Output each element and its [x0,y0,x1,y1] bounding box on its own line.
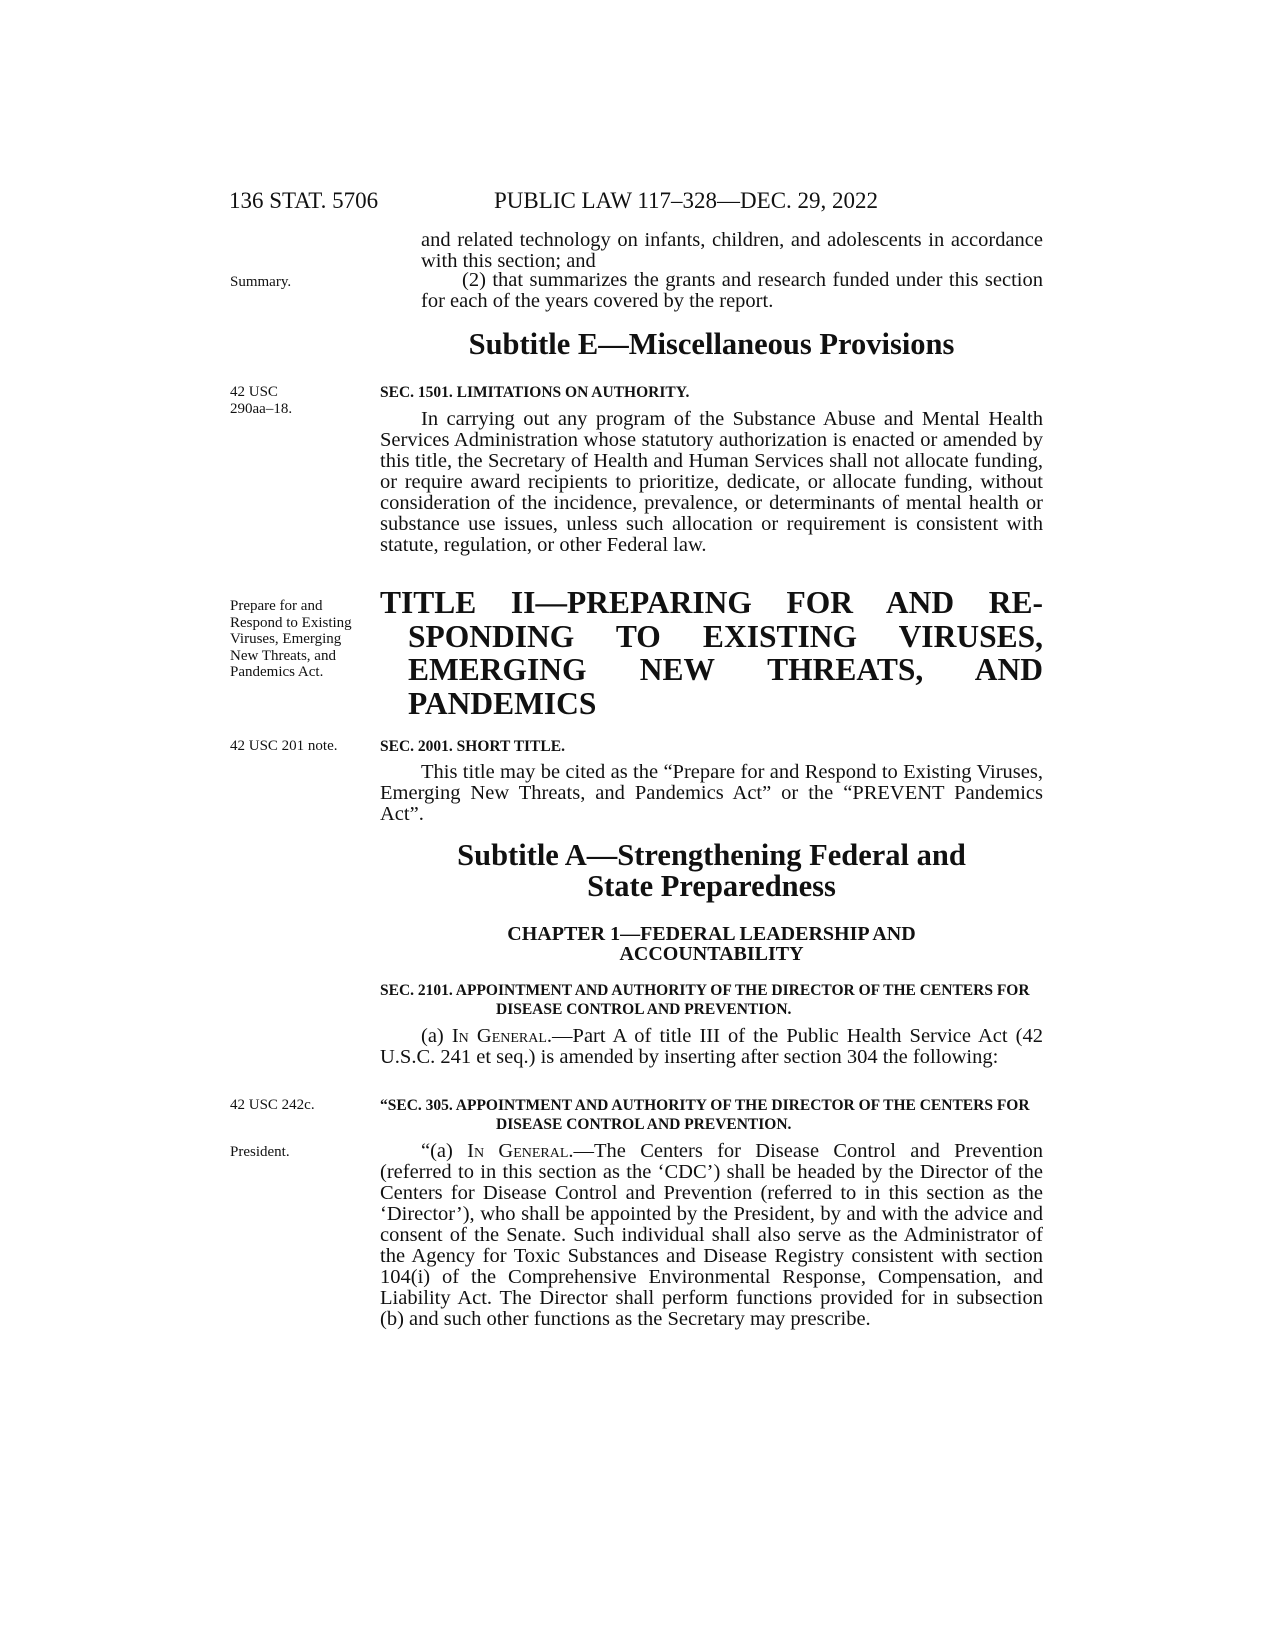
margin-note-president: President. [230,1144,290,1160]
margin-note-summary: Summary. [230,274,292,290]
sec-305-subsection-a [380,1141,1043,1361]
sec-2001-heading: SEC. 2001. SHORT TITLE. [380,738,565,755]
stat-page-reference: 136 STAT. 5706 [229,188,379,213]
sec-305-a-text: .—The Centers for Disease Control and Prevention (referred to in this section as the ‘CDC’) shall be headed by the Director of the Centers for Disease Control and Prevention (referred to in this section as the ‘Director’), who shall be appointed by the President, by and with the advice and consent of the Senate. Such individual shall also serve as the Administrator of the Agency for Toxic Substances and Disease Registry consistent with section 104(i) of the Comprehensive Environmental Response, Compensation, and Liability Act. The Director shall perform functions provided for in subsection (b) and such other functions as the Secretary may prescribe. [380,1140,1043,1330]
sec-2101-a-text: .—Part A of title III of the Public Health Service Act (42 U.S.C. 241 et seq.) is amended by inserting after section 304 the following: [380,1025,1043,1068]
margin-note-usc-201-note: 42 USC 201 note. [230,738,338,754]
chapter-1-line-1: CHAPTER 1—FEDERAL LEADERSHIP AND [507,923,916,945]
title-ii-line-4: PANDEMICS [408,685,597,721]
subtitle-a-heading [380,840,1043,902]
paragraph-continuation: and related technology on infants, children, and adolescents in accordance with this section; and [421,229,1043,272]
sec-305-heading: “SEC. 305. APPOINTMENT AND AUTHORITY OF THE DIRECTOR OF THE CENTERS FOR DISEASE CONTROL AND PREVENTION. [380,1097,1030,1133]
title-ii-line-2: SPONDING TO EXISTING VIRUSES, [408,618,1043,654]
title-ii-heading [380,586,1043,720]
sec-2001-text: This title may be cited as the “Prepare for and Respond to Existing Viruses, Emerging New Threats, and Pandemics Act” or the “PREVENT Pandemics Act”. [380,761,1043,825]
subtitle-a-line-2: State Preparedness [587,869,836,903]
chapter-1-heading [380,924,1043,964]
sec-1501-heading: SEC. 1501. LIMITATIONS ON AUTHORITY. [380,384,690,401]
margin-note-prevent-act: Prepare for and Respond to Existing Viruses, Emerging New Threats, and Pandemics Act. [230,598,352,680]
sec-2101-a-prefix: (a) [421,1025,452,1047]
subtitle-a-line-1: Subtitle A—Strengthening Federal and [457,838,966,872]
sec-2101-heading: SEC. 2101. APPOINTMENT AND AUTHORITY OF THE DIRECTOR OF THE CENTERS FOR DISEASE CONTROL AND PREVENTION. [380,982,1030,1018]
sec-305-a-prefix: “(a) [421,1140,468,1162]
title-ii-line-1: TITLE II—PREPARING FOR AND RE- [380,585,1043,620]
chapter-1-line-2: ACCOUNTABILITY [619,943,804,965]
sec-1501-text: In carrying out any program of the Substance Abuse and Mental Health Services Administration whose statutory authorization is enacted or amended by this title, the Secretary of Health and Human Services shall not allocate funding, or require award recipients to prioritize, dedicate, or allocate funding, without consideration of the incidence, prevalence, or determinants of mental health or substance use issues, unless such allocation or requirement is consistent with statute, regulation, or other Federal law. [380,408,1043,556]
public-law-reference: PUBLIC LAW 117–328—DEC. 29, 2022 [494,188,879,213]
paragraph-2-text: (2) that summarizes the grants and research funded under this section for each of the years covered by the report. [421,269,1043,312]
title-ii-line-3: EMERGING NEW THREATS, AND [408,652,1043,687]
sec-2101-a-caption: In General [451,1025,547,1047]
subtitle-e-heading: Subtitle E—Miscellaneous Provisions [468,327,955,361]
margin-note-usc-290aa-18: 42 USC 290aa–18. [230,384,293,417]
sec-2101-subsection-a [380,1026,1043,1068]
sec-305-a-caption: In General [467,1140,569,1162]
margin-note-usc-242c: 42 USC 242c. [230,1097,315,1113]
paragraph-2 [380,270,1043,312]
